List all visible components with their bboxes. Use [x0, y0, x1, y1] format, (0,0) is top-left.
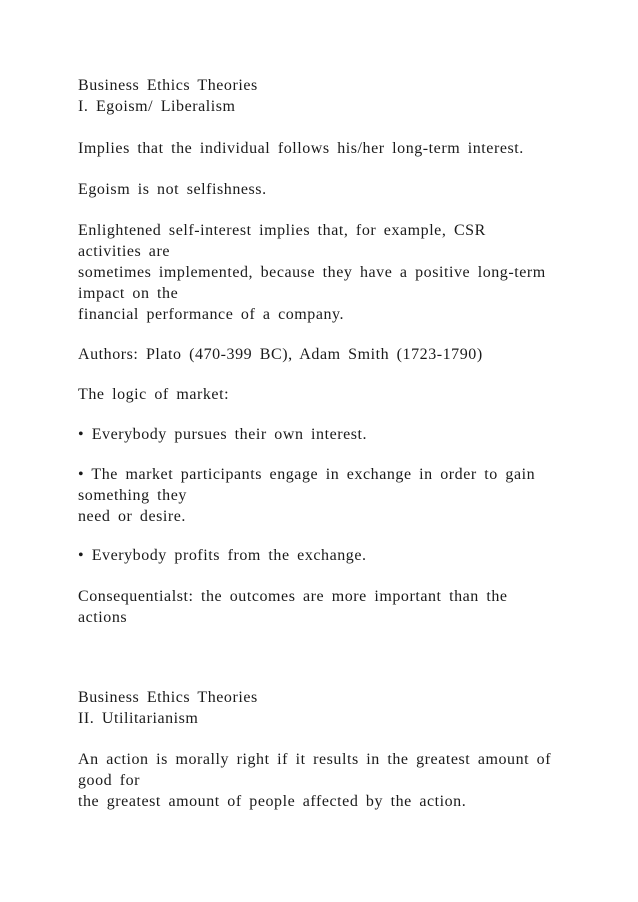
paragraph-egoism: Egoism is not selfishness. — [78, 181, 267, 198]
paragraph-enlightened-line: financial performance of a company. — [78, 306, 345, 323]
paragraph-consequentialist-line: Consequentialst: the outcomes are more important than the — [78, 588, 508, 605]
bullet-item-line: something they — [78, 487, 187, 504]
paragraph-action-line: good for — [78, 772, 141, 789]
paragraph-consequentialist-line: actions — [78, 609, 128, 626]
section-heading: Business Ethics Theories — [78, 77, 258, 94]
paragraph-action-line: the greatest amount of people affected by the action. — [78, 793, 467, 810]
paragraph-enlightened-line: impact on the — [78, 285, 179, 302]
bullet-item-line: • The market participants engage in exchange in order to gain — [78, 466, 536, 483]
section-heading: Business Ethics Theories — [78, 689, 258, 706]
paragraph-implies: Implies that the individual follows his/her long-term interest. — [78, 140, 524, 157]
section-subheading: II. Utilitarianism — [78, 710, 199, 727]
paragraph-enlightened-line: activities are — [78, 243, 170, 260]
bullet-item-line: need or desire. — [78, 508, 186, 525]
paragraph-enlightened-line: Enlightened self-interest implies that, for example, CSR — [78, 222, 486, 239]
paragraph-action-line: An action is morally right if it results in the greatest amount of — [78, 751, 552, 768]
bullet-item: • Everybody profits from the exchange. — [78, 547, 367, 564]
section-subheading: I. Egoism/ Liberalism — [78, 98, 236, 115]
paragraph-authors: Authors: Plato (470-399 BC), Adam Smith (1723-1790) — [78, 346, 483, 363]
bullet-item: • Everybody pursues their own interest. — [78, 426, 368, 443]
paragraph-enlightened-line: sometimes implemented, because they have a positive long-term — [78, 264, 546, 281]
paragraph-market-logic: The logic of market: — [78, 386, 230, 403]
